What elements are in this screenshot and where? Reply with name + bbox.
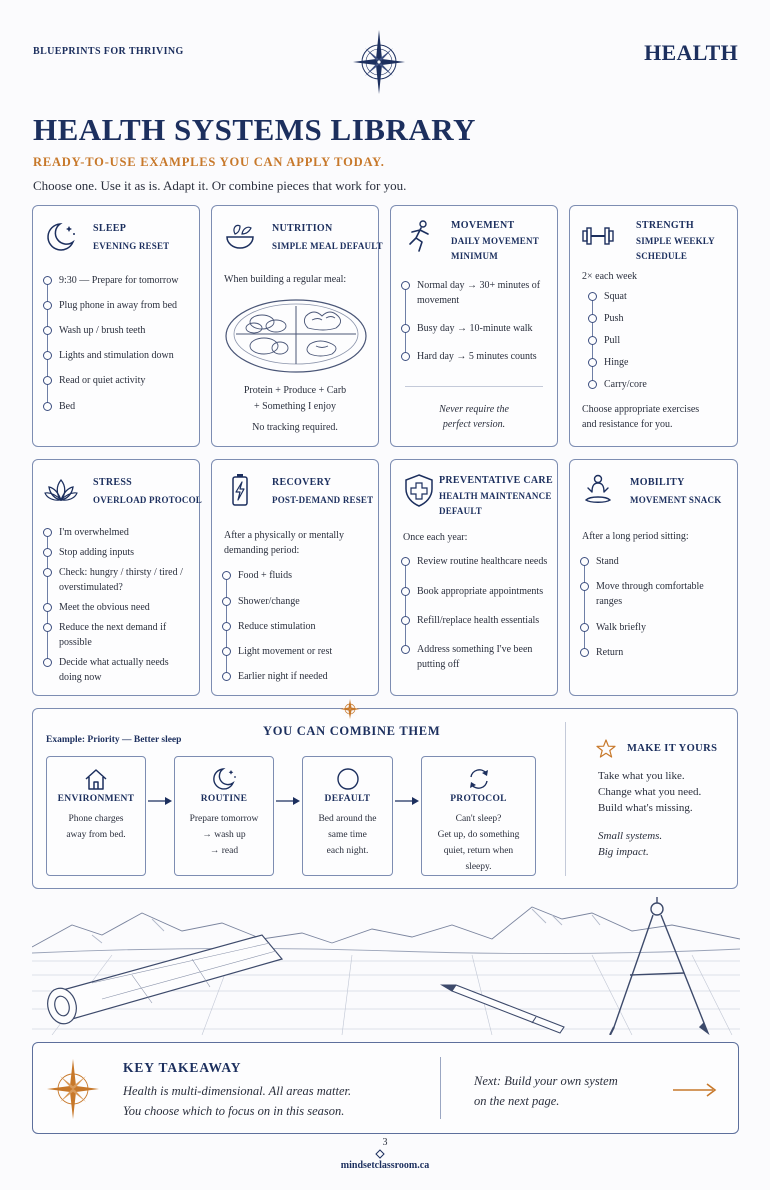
divider <box>565 722 566 876</box>
make-it-yours-note: Small systems. Big impact. <box>598 830 663 858</box>
card-title: SLEEP <box>93 223 127 234</box>
list-item: Address something I've been putting off <box>401 642 549 672</box>
card-note: and resistance for you. <box>582 419 673 430</box>
card-strength <box>569 205 738 447</box>
arrow-right-icon[interactable] <box>673 1083 717 1097</box>
list-item: Push <box>588 311 736 326</box>
flow-step-text: Bed around the same time each night. <box>318 814 377 856</box>
list-item: Carry/core <box>588 377 736 392</box>
flow-step-title: PROTOCOL <box>450 794 507 804</box>
list-item: I'm overwhelmed <box>43 525 191 540</box>
dumbbell-icon <box>580 218 616 254</box>
card-intro: After a long period sitting: <box>582 531 689 542</box>
card-stress <box>32 459 200 696</box>
bowl-leaf-icon <box>222 218 258 254</box>
diamond-icon <box>375 1149 385 1159</box>
list-item: Refill/replace health essentials <box>401 613 549 628</box>
list-item: Normal day → 30+ minutes of movement <box>401 278 549 308</box>
list-item: Reduce stimulation <box>222 619 370 634</box>
running-person-icon <box>401 218 437 254</box>
list-item: Squat <box>588 289 736 304</box>
moon-stars-icon <box>210 765 238 793</box>
card-subtitle: MOVEMENT SNACK <box>630 495 722 505</box>
list-item: Bed <box>43 399 191 414</box>
list-item: Review routine healthcare needs <box>401 554 549 569</box>
card-preventative-care <box>390 459 558 696</box>
star-icon <box>596 739 616 759</box>
card-recovery <box>211 459 379 696</box>
card-mobility <box>569 459 738 696</box>
circle-icon <box>334 765 362 793</box>
card-note: Choose appropriate exercises <box>582 404 700 415</box>
house-icon <box>82 765 110 793</box>
card-title: STRENGTH <box>636 220 694 231</box>
card-intro: After a physically or mentally demanding period: <box>224 530 344 556</box>
list-item: Pull <box>588 333 736 348</box>
card-subtitle: HEALTH MAINTENANCE <box>439 491 552 501</box>
divider <box>440 1057 441 1119</box>
meditation-person-icon <box>580 472 616 508</box>
list-item: Stop adding inputs <box>43 545 191 560</box>
card-nutrition <box>211 205 383 447</box>
card-subtitle: MINIMUM <box>451 251 498 261</box>
list-item: Return <box>580 645 728 660</box>
list-item: Busy day → 10-minute walk <box>401 321 549 336</box>
flow-step-title: DEFAULT <box>324 794 371 804</box>
flow-step-title: ROUTINE <box>200 794 248 804</box>
card-intro: 2× each week <box>582 271 638 282</box>
card-subtitle: DEFAULT <box>439 506 482 516</box>
make-it-yours-title: MAKE IT YOURS <box>627 743 718 754</box>
card-title: MOVEMENT <box>451 220 515 231</box>
card-subtitle: POST-DEMAND RESET <box>272 495 374 505</box>
meal-plate-illustration <box>224 294 368 376</box>
page-intro: Choose one. Use it as is. Adapt it. Or combine pieces that work for you. <box>33 178 407 193</box>
list-item: Decide what actually needs doing now <box>43 655 191 685</box>
flow-step-title: ENVIRONMENT <box>57 794 135 804</box>
shield-cross-icon <box>401 472 437 508</box>
flow-step-protocol <box>421 756 536 876</box>
card-note: No tracking required. <box>252 422 338 433</box>
arrow-right-icon <box>395 796 419 806</box>
list-item: Lights and stimulation down <box>43 348 191 363</box>
card-subtitle: EVENING RESET <box>93 241 170 251</box>
flow-step-default <box>302 756 393 876</box>
list-item: Meet the obvious need <box>43 600 191 615</box>
compass-rose-icon <box>46 1058 100 1120</box>
flow-step-text: Can't sleep? Get up, do something quiet, return when sleepy. <box>437 814 520 872</box>
meal-formula: + Something I enjoy <box>253 401 337 412</box>
card-subtitle: SIMPLE MEAL DEFAULT <box>272 241 383 251</box>
make-it-yours-text: Take what you like. Change what you need. Build what's missing. <box>598 770 702 814</box>
list-item: Reduce the next demand if possible <box>43 620 191 650</box>
page-number: 3 <box>382 1137 388 1148</box>
list-item: Food + fluids <box>222 568 370 583</box>
flow-step-environment <box>46 756 146 876</box>
compass-rose-icon <box>351 28 407 96</box>
lotus-icon <box>43 472 79 508</box>
combine-example: Example: Priority — Better sleep <box>46 735 182 745</box>
cycle-arrows-icon <box>465 765 493 793</box>
list-item: Move through comfortable ranges <box>580 579 728 609</box>
arrow-right-icon <box>276 796 300 806</box>
card-intro: When building a regular meal: <box>224 274 347 285</box>
next-step-text: Next: Build your own system on the next page. <box>474 1074 618 1108</box>
card-title: RECOVERY <box>272 477 332 488</box>
card-title: PREVENTATIVE CARE <box>439 475 553 486</box>
meal-formula: Protein + Produce + Carb <box>243 385 347 396</box>
arrow-right-icon <box>148 796 172 806</box>
combine-title: YOU CAN COMBINE THEM <box>263 724 441 738</box>
list-item: Hard day → 5 minutes counts <box>401 349 549 364</box>
flow-step-routine <box>174 756 274 876</box>
card-subtitle: OVERLOAD PROTOCOL <box>93 495 202 505</box>
card-note: perfect version. <box>442 419 506 430</box>
page-subtitle: READY-TO-USE EXAMPLES YOU CAN APPLY TODAY. <box>33 155 385 169</box>
card-movement <box>390 205 558 447</box>
battery-charge-icon <box>222 472 258 508</box>
list-item: Read or quiet activity <box>43 373 191 388</box>
list-item: Plug phone in away from bed <box>43 298 191 313</box>
card-subtitle: SCHEDULE <box>636 251 688 261</box>
card-subtitle: SIMPLE WEEKLY <box>636 236 715 246</box>
list-item: Stand <box>580 554 728 569</box>
card-sleep <box>32 205 200 447</box>
list-item: Light movement or rest <box>222 644 370 659</box>
card-title: NUTRITION <box>272 223 333 234</box>
page-title: HEALTH SYSTEMS LIBRARY <box>33 112 476 147</box>
list-item: Shower/change <box>222 594 370 609</box>
flow-step-text: Phone charges away from bed. <box>66 814 126 840</box>
flow-step-text: Prepare tomorrow → wash up → read <box>189 814 259 856</box>
list-item: 9:30 — Prepare for tomorrow <box>43 273 191 288</box>
compass-star-icon <box>339 698 361 720</box>
list-item: Hinge <box>588 355 736 370</box>
brand-label: BLUEPRINTS FOR THRIVING <box>33 46 184 57</box>
key-takeaway-title: KEY TAKEAWAY <box>123 1060 242 1075</box>
blueprint-landscape-illustration <box>32 895 740 1035</box>
card-title: MOBILITY <box>630 477 685 488</box>
site-url[interactable]: mindsetclassroom.ca <box>340 1160 430 1171</box>
card-title: STRESS <box>93 477 133 488</box>
section-label: HEALTH <box>644 40 738 65</box>
list-item: Walk briefly <box>580 620 728 635</box>
card-intro: Once each year: <box>403 532 468 543</box>
list-item: Check: hungry / thirsty / tired / overstimulated? <box>43 565 191 595</box>
list-item: Book appropriate appointments <box>401 584 549 599</box>
card-subtitle: DAILY MOVEMENT <box>451 236 539 246</box>
list-item: Earlier night if needed <box>222 669 370 684</box>
card-note: Never require the <box>439 404 509 415</box>
moon-stars-icon <box>43 218 79 254</box>
key-takeaway-text: Health is multi-dimensional. All areas matter. You choose which to focus on in this season. <box>123 1084 352 1118</box>
list-item: Wash up / brush teeth <box>43 323 191 338</box>
